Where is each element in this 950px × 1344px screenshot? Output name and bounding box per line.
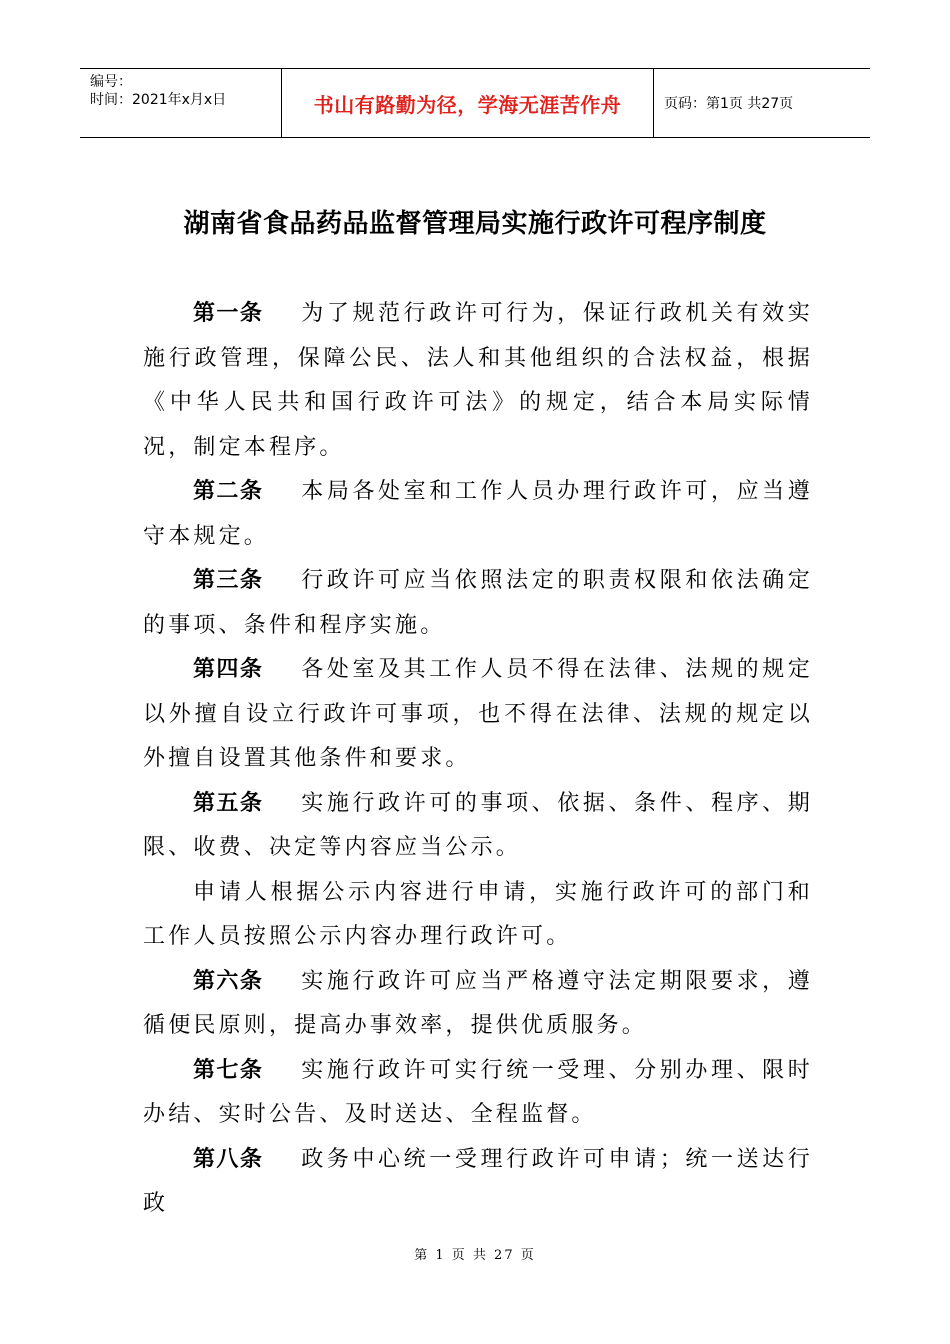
- page-footer: 第 1 页 共 27 页: [414, 1248, 536, 1263]
- article-label: 第一条: [193, 301, 264, 326]
- article-label: 第五条: [193, 790, 264, 816]
- article-4: [143, 648, 813, 782]
- document-body: [143, 292, 813, 1227]
- article-text: 本局各处室和工作人员办理行政许可，应当遵守本规定。: [143, 479, 813, 549]
- article-label: 第七条: [193, 1057, 264, 1083]
- document-title: 湖南省食品药品监督管理局实施行政许可程序制度: [183, 209, 767, 239]
- article-2: [143, 470, 813, 559]
- article-label: 第六条: [193, 968, 264, 994]
- article-text: 申请人根据公示内容进行申请，实施行政许可的部门和工作人员按照公示内容办理行政许可。: [143, 879, 813, 949]
- article-text: 实施行政许可应当严格遵守法定期限要求，遵循便民原则，提高办事效率，提供优质服务。: [143, 968, 813, 1038]
- article-text: 各处室及其工作人员不得在法律、法规的规定以外擅自设立行政许可事项，也不得在法律、法规的规定以外擅自设置其他条件和要求。: [143, 657, 813, 771]
- page-header: [80, 68, 870, 138]
- article-5-continuation: [143, 871, 813, 960]
- document-date-label: 时间：2021年x月x日: [90, 92, 227, 108]
- article-text: 实施行政许可实行统一受理、分别办理、限时办结、实时公告、及时送达、全程监督。: [143, 1057, 813, 1127]
- article-label: 第二条: [193, 479, 264, 504]
- article-1: [143, 292, 813, 470]
- article-text: 实施行政许可的事项、依据、条件、程序、期限、收费、决定等内容应当公示。: [143, 790, 813, 860]
- article-text: 行政许可应当依照法定的职责权限和依法确定的事项、条件和程序实施。: [143, 568, 813, 638]
- article-6: [143, 960, 813, 1049]
- article-7: [143, 1049, 813, 1138]
- article-text: 为了规范行政许可行为，保证行政机关有效实施行政管理，保障公民、法人和其他组织的合法权益，根据《中华人民共和国行政许可法》的规定，结合本局实际情况，制定本程序。: [143, 301, 813, 460]
- article-3: [143, 559, 813, 648]
- article-5: [143, 782, 813, 871]
- article-label: 第八条: [193, 1146, 264, 1172]
- header-motto: 书山有路勤为径，学海无涯苦作舟: [282, 69, 654, 137]
- header-page-info: 页码：第1页 共27页: [664, 96, 794, 112]
- header-meta-cell: [80, 69, 282, 137]
- document-number-label: 编号：: [90, 74, 132, 90]
- article-8: [143, 1138, 813, 1227]
- article-label: 第四条: [193, 657, 264, 682]
- article-text: 政务中心统一受理行政许可申请；统一送达行政: [143, 1146, 813, 1216]
- article-label: 第三条: [193, 568, 264, 593]
